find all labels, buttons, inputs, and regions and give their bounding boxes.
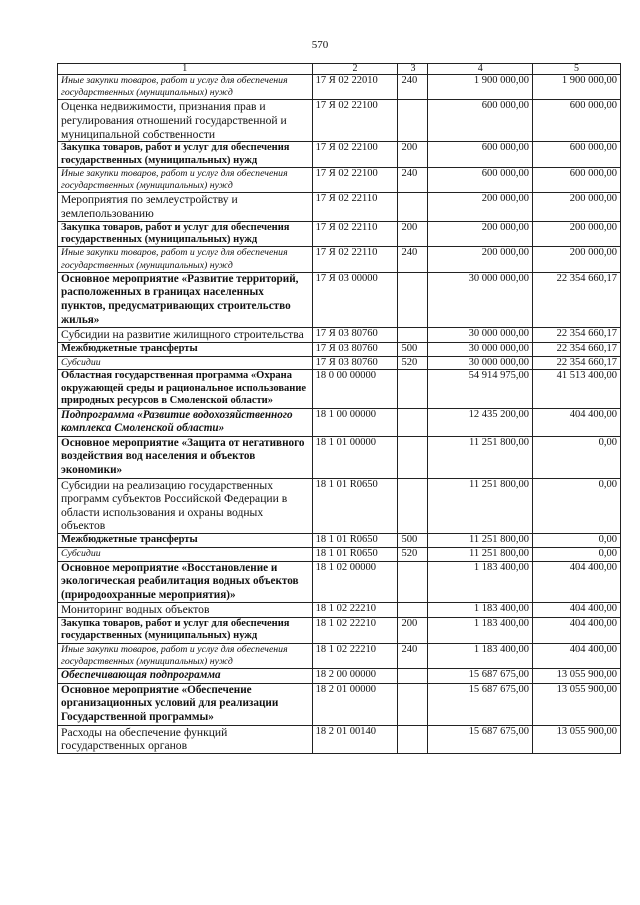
table-row <box>58 75 621 100</box>
row-amount-planned: 30 000 000,00 <box>428 342 533 356</box>
table-row <box>58 408 621 436</box>
row-code: 18 1 02 00000 <box>312 561 398 603</box>
row-amount-planned: 11 251 800,00 <box>428 547 533 561</box>
row-amount-planned: 1 183 400,00 <box>428 643 533 668</box>
row-amount-planned: 1 183 400,00 <box>428 603 533 618</box>
row-name: Субсидии на реализацию государственных программ субъектов Российской Федерации в области использования и охраны водных объектов <box>58 478 313 533</box>
row-amount-planned: 600 000,00 <box>428 168 533 193</box>
row-code: 18 1 02 22210 <box>312 643 398 668</box>
row-amount-executed: 404 400,00 <box>532 617 620 643</box>
row-expense-type <box>398 370 428 408</box>
row-amount-executed: 600 000,00 <box>532 100 620 142</box>
row-expense-type <box>398 408 428 436</box>
row-amount-executed: 13 055 900,00 <box>532 669 620 684</box>
row-code: 17 Я 02 22010 <box>312 75 398 100</box>
row-expense-type <box>398 328 428 343</box>
row-expense-type: 240 <box>398 168 428 193</box>
row-amount-planned: 12 435 200,00 <box>428 408 533 436</box>
row-name: Субсидии <box>58 547 313 561</box>
table-header-row <box>58 64 621 75</box>
row-name: Закупка товаров, работ и услуг для обеспечения государственных (муниципальных) нужд <box>58 142 313 168</box>
row-name: Обеспечивающая подпрограмма <box>58 669 313 684</box>
row-code: 18 1 00 00000 <box>312 408 398 436</box>
row-expense-type: 200 <box>398 142 428 168</box>
row-amount-executed: 404 400,00 <box>532 408 620 436</box>
header-col-1: 1 <box>58 64 313 75</box>
row-code: 18 2 01 00000 <box>312 683 398 725</box>
row-name: Иные закупки товаров, работ и услуг для обеспечения государственных (муниципальных) нужд <box>58 643 313 668</box>
row-name: Закупка товаров, работ и услуг для обеспечения государственных (муниципальных) нужд <box>58 221 313 247</box>
row-amount-planned: 11 251 800,00 <box>428 478 533 533</box>
row-amount-planned: 30 000 000,00 <box>428 272 533 327</box>
row-code: 18 1 02 22210 <box>312 617 398 643</box>
row-amount-executed: 22 354 660,17 <box>532 272 620 327</box>
row-amount-planned: 1 183 400,00 <box>428 561 533 603</box>
row-amount-planned: 1 900 000,00 <box>428 75 533 100</box>
table-row <box>58 100 621 142</box>
row-expense-type <box>398 725 428 753</box>
row-amount-executed: 0,00 <box>532 533 620 547</box>
row-expense-type: 520 <box>398 547 428 561</box>
row-name: Основное мероприятие «Восстановление и экологическая реабилитация водных объектов (природоохранные мероприятия)» <box>58 561 313 603</box>
row-amount-planned: 200 000,00 <box>428 221 533 247</box>
row-name: Основное мероприятие «Обеспечение организационных условий для реализации Государственной программы» <box>58 683 313 725</box>
row-amount-planned: 600 000,00 <box>428 142 533 168</box>
row-name: Субсидии <box>58 356 313 370</box>
row-expense-type <box>398 603 428 618</box>
budget-table <box>57 63 621 754</box>
row-expense-type: 240 <box>398 75 428 100</box>
table-row <box>58 436 621 478</box>
row-name: Мероприятия по землеустройству и землепользованию <box>58 193 313 221</box>
row-amount-executed: 404 400,00 <box>532 561 620 603</box>
row-name: Мониторинг водных объектов <box>58 603 313 618</box>
row-amount-executed: 0,00 <box>532 478 620 533</box>
row-expense-type <box>398 669 428 684</box>
table-row <box>58 221 621 247</box>
row-amount-planned: 11 251 800,00 <box>428 533 533 547</box>
row-code: 18 1 01 R0650 <box>312 547 398 561</box>
row-code: 17 Я 02 22100 <box>312 100 398 142</box>
table-row <box>58 603 621 618</box>
row-code: 18 2 00 00000 <box>312 669 398 684</box>
header-col-4: 4 <box>428 64 533 75</box>
table-row <box>58 272 621 327</box>
table-row <box>58 356 621 370</box>
row-amount-planned: 1 183 400,00 <box>428 617 533 643</box>
row-amount-executed: 600 000,00 <box>532 168 620 193</box>
row-expense-type <box>398 272 428 327</box>
row-amount-planned: 15 687 675,00 <box>428 683 533 725</box>
row-code: 18 1 02 22210 <box>312 603 398 618</box>
row-expense-type <box>398 683 428 725</box>
row-name: Межбюджетные трансферты <box>58 342 313 356</box>
row-code: 18 1 01 R0650 <box>312 478 398 533</box>
row-amount-planned: 200 000,00 <box>428 193 533 221</box>
row-name: Иные закупки товаров, работ и услуг для обеспечения государственных (муниципальных) нужд <box>58 168 313 193</box>
row-code: 17 Я 02 22110 <box>312 221 398 247</box>
row-amount-executed: 41 513 400,00 <box>532 370 620 408</box>
row-name: Областная государственная программа «Охрана окружающей среды и рациональное использование природных ресурсов в Смоленской области» <box>58 370 313 408</box>
row-code: 17 Я 03 80760 <box>312 356 398 370</box>
row-expense-type <box>398 561 428 603</box>
row-amount-executed: 200 000,00 <box>532 221 620 247</box>
row-expense-type: 500 <box>398 533 428 547</box>
row-amount-planned: 30 000 000,00 <box>428 328 533 343</box>
row-code: 17 Я 02 22110 <box>312 193 398 221</box>
header-col-5: 5 <box>532 64 620 75</box>
row-expense-type: 200 <box>398 617 428 643</box>
row-code: 18 2 01 00140 <box>312 725 398 753</box>
table-row <box>58 328 621 343</box>
table-row <box>58 247 621 272</box>
row-code: 18 1 01 R0650 <box>312 533 398 547</box>
row-expense-type <box>398 478 428 533</box>
table-row <box>58 193 621 221</box>
row-amount-planned: 54 914 975,00 <box>428 370 533 408</box>
table-row <box>58 725 621 753</box>
row-amount-executed: 200 000,00 <box>532 247 620 272</box>
row-code: 17 Я 03 80760 <box>312 328 398 343</box>
table-row <box>58 533 621 547</box>
row-name: Оценка недвижимости, признания прав и регулирования отношений государственной и муниципальной собственности <box>58 100 313 142</box>
row-name: Межбюджетные трансферты <box>58 533 313 547</box>
row-code: 17 Я 03 80760 <box>312 342 398 356</box>
row-name: Основное мероприятие «Развитие территорий, расположенных в границах населенных пунктов, предусматривающих строительство жилья» <box>58 272 313 327</box>
row-amount-planned: 30 000 000,00 <box>428 356 533 370</box>
table-row <box>58 669 621 684</box>
row-code: 18 1 01 00000 <box>312 436 398 478</box>
table-row <box>58 342 621 356</box>
row-code: 17 Я 03 00000 <box>312 272 398 327</box>
row-name: Субсидии на развитие жилищного строительства <box>58 328 313 343</box>
row-amount-executed: 1 900 000,00 <box>532 75 620 100</box>
row-amount-executed: 404 400,00 <box>532 603 620 618</box>
row-amount-planned: 200 000,00 <box>428 247 533 272</box>
row-amount-executed: 22 354 660,17 <box>532 342 620 356</box>
row-amount-executed: 200 000,00 <box>532 193 620 221</box>
row-name: Иные закупки товаров, работ и услуг для обеспечения государственных (муниципальных) нужд <box>58 75 313 100</box>
row-amount-planned: 15 687 675,00 <box>428 669 533 684</box>
row-code: 17 Я 02 22100 <box>312 142 398 168</box>
row-amount-executed: 0,00 <box>532 547 620 561</box>
row-amount-executed: 22 354 660,17 <box>532 328 620 343</box>
row-name: Иные закупки товаров, работ и услуг для обеспечения государственных (муниципальных) нужд <box>58 247 313 272</box>
row-amount-executed: 13 055 900,00 <box>532 725 620 753</box>
row-expense-type <box>398 193 428 221</box>
table-row <box>58 643 621 668</box>
row-amount-executed: 404 400,00 <box>532 643 620 668</box>
row-expense-type <box>398 100 428 142</box>
row-amount-executed: 0,00 <box>532 436 620 478</box>
header-col-2: 2 <box>312 64 398 75</box>
row-name: Основное мероприятие «Защита от негативного воздействия вод населения и объектов экономики» <box>58 436 313 478</box>
table-row <box>58 617 621 643</box>
row-expense-type: 240 <box>398 247 428 272</box>
row-expense-type: 240 <box>398 643 428 668</box>
table-row <box>58 478 621 533</box>
row-expense-type: 200 <box>398 221 428 247</box>
row-name: Закупка товаров, работ и услуг для обеспечения государственных (муниципальных) нужд <box>58 617 313 643</box>
page-number: 570 <box>311 39 329 51</box>
row-amount-planned: 600 000,00 <box>428 100 533 142</box>
table-row <box>58 547 621 561</box>
row-expense-type: 520 <box>398 356 428 370</box>
row-amount-executed: 22 354 660,17 <box>532 356 620 370</box>
row-code: 18 0 00 00000 <box>312 370 398 408</box>
row-name: Подпрограмма «Развитие водохозяйственного комплекса Смоленской области» <box>58 408 313 436</box>
row-amount-executed: 13 055 900,00 <box>532 683 620 725</box>
row-name: Расходы на обеспечение функций государственных органов <box>58 725 313 753</box>
header-col-3: 3 <box>398 64 428 75</box>
row-code: 17 Я 02 22110 <box>312 247 398 272</box>
table-row <box>58 168 621 193</box>
table-row <box>58 370 621 408</box>
row-amount-planned: 11 251 800,00 <box>428 436 533 478</box>
row-code: 17 Я 02 22100 <box>312 168 398 193</box>
table-row <box>58 683 621 725</box>
table-row <box>58 142 621 168</box>
table-row <box>58 561 621 603</box>
row-amount-planned: 15 687 675,00 <box>428 725 533 753</box>
row-amount-executed: 600 000,00 <box>532 142 620 168</box>
row-expense-type <box>398 436 428 478</box>
row-expense-type: 500 <box>398 342 428 356</box>
